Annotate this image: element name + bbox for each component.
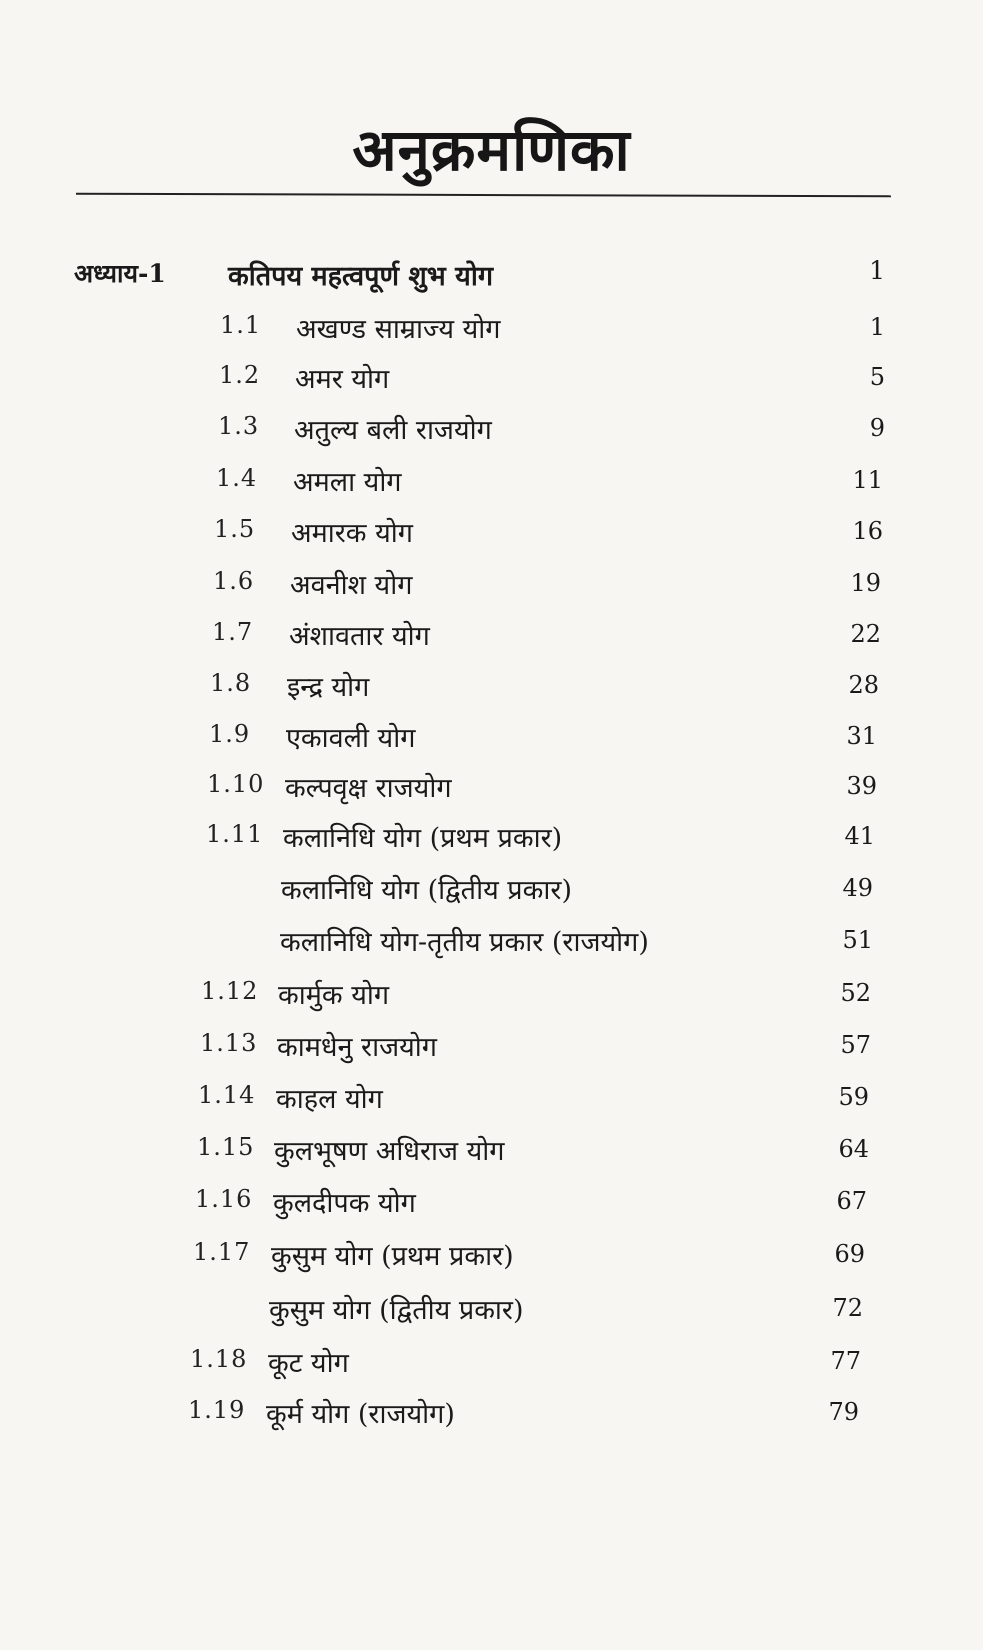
toc-entry xyxy=(0,667,983,711)
toc-entry-number: 1.8 xyxy=(210,669,252,697)
toc-entry-number: 1.6 xyxy=(213,567,255,595)
toc-entry-title: कुसुम योग (द्वितीय प्रकार) xyxy=(269,1295,524,1326)
toc-entry-title: कल्पवृक्ष राजयोग xyxy=(285,773,452,804)
toc-entry-number: 1.15 xyxy=(197,1133,255,1161)
toc-entry xyxy=(0,1027,983,1071)
chapter-title: कतिपय महत्वपूर्ण शुभ योग xyxy=(228,261,494,292)
toc-entry-number: 1.2 xyxy=(219,361,261,389)
toc-entry-page-number: 19 xyxy=(850,569,881,597)
toc-entry xyxy=(0,1131,983,1175)
toc-entry-page-number: 51 xyxy=(842,926,873,954)
toc-entry xyxy=(0,513,983,557)
toc-entry-title: काहल योग xyxy=(276,1084,383,1115)
toc-entry xyxy=(0,718,983,762)
page-title: अनुक्रमणिका xyxy=(352,116,631,184)
toc-entry-page-number: 41 xyxy=(844,822,875,850)
toc-entry-page-number: 67 xyxy=(836,1187,867,1215)
toc-entry-title: अंशावतार योग xyxy=(289,621,430,652)
toc-entry-page-number: 1 xyxy=(869,313,885,341)
toc-entry-title: कलानिधि योग (प्रथम प्रकार) xyxy=(283,823,563,854)
toc-entry xyxy=(0,1290,983,1334)
toc-entry-title: कूट योग xyxy=(268,1348,349,1379)
toc-entry xyxy=(0,410,983,454)
toc-entry-page-number: 16 xyxy=(852,517,883,545)
toc-entry-title: अमर योग xyxy=(295,364,390,395)
chapter-label: अध्याय-1 xyxy=(74,259,166,288)
toc-entry-page-number: 59 xyxy=(838,1083,869,1111)
toc-entry-title: अमला योग xyxy=(293,467,402,498)
toc-entry xyxy=(0,1343,983,1387)
toc-entry-page-number: 31 xyxy=(846,722,877,750)
toc-entry xyxy=(0,818,983,862)
toc-entry-title: कुसुम योग (प्रथम प्रकार) xyxy=(271,1241,514,1272)
toc-entry-page-number: 5 xyxy=(869,363,885,391)
toc-entry xyxy=(0,870,983,914)
toc-entry xyxy=(0,975,983,1019)
toc-entry-number: 1.14 xyxy=(198,1081,256,1109)
toc-entry-number: 1.4 xyxy=(216,464,258,492)
toc-entry-page-number: 69 xyxy=(834,1240,865,1268)
toc-entry xyxy=(0,768,983,812)
toc-entry-number: 1.3 xyxy=(218,412,260,440)
toc-entry-page-number: 57 xyxy=(840,1031,871,1059)
toc-entry-title: कुलभूषण अधिराज योग xyxy=(274,1136,505,1167)
toc-entry-page-number: 52 xyxy=(840,979,871,1007)
toc-entry-title: कलानिधि योग (द्वितीय प्रकार) xyxy=(281,875,572,906)
toc-entry-page-number: 77 xyxy=(830,1347,861,1375)
toc-entry-number: 1.9 xyxy=(209,720,251,748)
toc-entry-title: अवनीश योग xyxy=(290,570,413,601)
toc-entry-number: 1.1 xyxy=(220,311,262,339)
toc-entry xyxy=(0,1236,983,1280)
toc-entry xyxy=(0,1394,983,1438)
toc-entry-number: 1.7 xyxy=(212,618,254,646)
toc-entry-page-number: 9 xyxy=(869,414,885,442)
toc-entry xyxy=(0,359,983,403)
toc-entry xyxy=(0,462,983,506)
toc-entry-number: 1.13 xyxy=(200,1029,258,1057)
toc-entry xyxy=(0,922,983,966)
toc-entry-title: एकावली योग xyxy=(286,723,416,754)
toc-entry-page-number: 72 xyxy=(832,1294,863,1322)
toc-entry-number: 1.16 xyxy=(195,1185,253,1213)
toc-entry-number: 1.12 xyxy=(201,977,259,1005)
toc-entry xyxy=(0,616,983,660)
toc-entry-number: 1.18 xyxy=(190,1345,248,1373)
toc-entry-title: इन्द्र योग xyxy=(287,672,370,703)
toc-entry-page-number: 79 xyxy=(828,1398,859,1426)
toc-entry-page-number: 28 xyxy=(848,671,879,699)
title-divider xyxy=(76,193,891,198)
toc-entry-title: अतुल्य बली राजयोग xyxy=(294,415,492,446)
toc-entry-title: अखण्ड साम्राज्य योग xyxy=(296,314,501,345)
toc-entry-number: 1.17 xyxy=(193,1238,251,1266)
toc-entry-page-number: 39 xyxy=(846,772,877,800)
toc-entry xyxy=(0,565,983,609)
toc-entry-number: 1.19 xyxy=(188,1396,246,1424)
toc-entry xyxy=(0,1183,983,1227)
toc-entry-number: 1.10 xyxy=(207,770,265,798)
toc-entry-page-number: 11 xyxy=(852,466,883,494)
toc-entry-title: कलानिधि योग-तृतीय प्रकार (राजयोग) xyxy=(280,927,649,958)
toc-entry-number: 1.5 xyxy=(214,515,256,543)
toc-entry-title: कूर्म योग (राजयोग) xyxy=(266,1399,455,1430)
chapter-page-number: 1 xyxy=(869,256,885,285)
toc-entry-number: 1.11 xyxy=(206,820,264,848)
toc-entry-title: अमारक योग xyxy=(291,518,413,549)
toc-entry-page-number: 64 xyxy=(838,1135,869,1163)
toc-entry-title: कार्मुक योग xyxy=(278,980,390,1011)
toc-entry-title: कुलदीपक योग xyxy=(273,1188,416,1219)
toc-entry-page-number: 22 xyxy=(850,620,881,648)
toc-entry xyxy=(0,1079,983,1123)
toc-entry-page-number: 49 xyxy=(842,874,873,902)
toc-entry-title: कामधेनु राजयोग xyxy=(277,1032,437,1063)
chapter-heading-row xyxy=(0,256,983,296)
toc-entry xyxy=(0,309,983,353)
